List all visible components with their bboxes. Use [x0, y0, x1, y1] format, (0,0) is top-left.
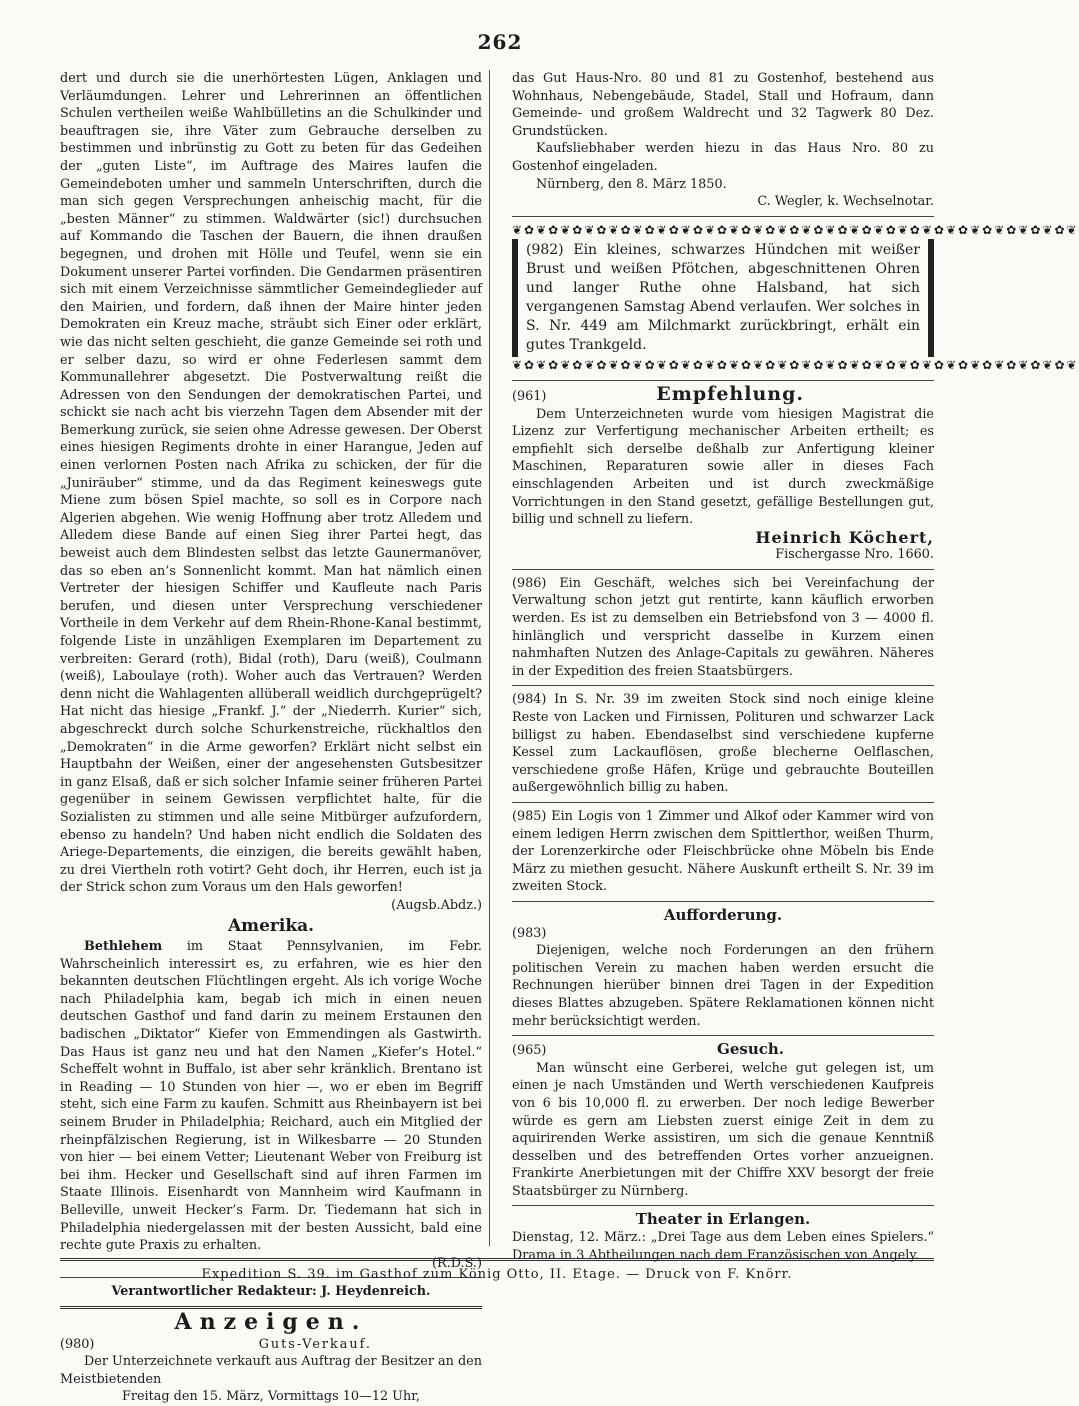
ad-980-invite: Kaufsliebhaber werden hiezu in das Haus Nro. 80 zu Gostenhof eingeladen.	[512, 141, 934, 174]
divider	[512, 1035, 934, 1036]
divider	[512, 685, 934, 686]
ad-982-box	[512, 239, 934, 357]
ad-985-text: (985) Ein Logis von 1 Zimmer und Alkof oder Kammer wird von einem ledigen Herrn zwischen dem Spittlerthor, weißen Thurm, der Lorenzerkirche oder Fleischbrücke ohne Möbeln bis Ende März zu miethen gesucht. Nähere Auskunft ertheilt S. Nr. 39 im zweiten Stock.	[512, 809, 934, 895]
page-number: 262	[477, 30, 523, 54]
left-column	[60, 70, 482, 1406]
ad-986-text: (986) Ein Geschäft, welches sich bei Vereinfachung der Verwaltung schon jetzt gut rentirte, kann käuflich erworben werden. Es ist zu demselben ein Betriebsfond von 3 — 4000 fl. hinlänglich und verspricht dasselbe in Kurzem einen nahmhaften Nutzen des Anlage-Capitals zu gewähren. Näheres in der Expedition des freien Staatsbürgers.	[512, 575, 934, 679]
ad-980-date: Freitag den 15. März, Vormittags 10—12 Uhr,	[121, 1389, 420, 1405]
divider	[512, 802, 934, 803]
divider	[512, 569, 934, 570]
ad-number: (965)	[512, 1043, 547, 1059]
ad-965-header	[512, 1041, 934, 1060]
ad-961-address: Fischergasse Nro. 1660.	[775, 547, 934, 563]
ad-number: (961)	[512, 388, 547, 404]
divider	[512, 216, 934, 217]
ad-983-title: Aufforderung.	[663, 905, 783, 924]
ad-961-header	[512, 382, 934, 406]
right-column	[512, 70, 1079, 1264]
ad-980-header	[60, 1336, 482, 1354]
ad-title: Gesuch.	[717, 1040, 784, 1059]
section-heading-amerika: Amerika.	[227, 915, 315, 936]
source-citation-rds: (R.D.S.)	[432, 1255, 482, 1271]
ad-980-continuation: das Gut Haus-Nro. 80 und 81 zu Gostenhof, bestehend aus Wohnhaus, Nebengebäude, Stadel, Stall und Hofraum, dann Gemeinde- und großem Waldrecht und 32 Tagwerk 80 Dez. Grundstücken.	[512, 71, 934, 139]
ornament-border-top: ❦✿❦✿❦✿❦✿❦✿❦✿❦✿❦✿❦✿❦✿❦✿❦✿❦✿❦✿❦✿❦✿❦✿❦✿❦✿❦✿❦✿❦✿❦✿❦	[512, 222, 1079, 237]
ad-980-signature: C. Wegler, k. Wechselnotar.	[757, 194, 934, 210]
theater-text: Dienstag, 12. März.: „Drei Tage aus dem Leben eines Spielers.“ Drama in 3 Abtheilungen nach dem Französischen von Angely.	[512, 1230, 934, 1263]
ad-980-place: Nürnberg, den 8. März 1850.	[536, 176, 727, 192]
dateline-bethlehem: Bethlehem	[84, 939, 163, 955]
ad-984-text: (984) In S. Nr. 39 im zweiten Stock sind noch einige kleine Reste von Lacken und Firnissen, Polituren und schwarzer Lack billigst zu haben. Ebendaselbst sind verschiedene kupferne Kessel zum Lackauflösen, große blecherne Oelflaschen, verschiedene große Häfen, Krüge und gebrauchte Bouteillen außergewöhnlich billig zu haben.	[512, 692, 934, 796]
editor-line: Verantwortlicher Redakteur: J. Heydenreich.	[111, 1284, 431, 1300]
ad-982-text: (982) Ein kleines, schwarzes Hündchen mit weißer Brust und weißen Pfötchen, abgeschnittenen Ohren und langer Ruthe ohne Halsband, hat sich vergangenen Samstag Abend verlaufen. Wer solches in S. Nr. 449 am Milchmarkt zurückbringt, erhält ein gutes Trankgeld.	[526, 242, 920, 354]
column-divider	[489, 70, 490, 1246]
theater-heading: Theater in Erlangen.	[635, 1210, 811, 1229]
imprint-footer: Expedition S. 39. im Gasthof zum König Otto, II. Etage. — Druck von F. Knörr.	[60, 1258, 934, 1282]
ad-title: Guts-Verkauf.	[258, 1336, 372, 1352]
divider	[512, 380, 934, 381]
ad-961-name: Heinrich Köchert,	[755, 527, 934, 547]
divider	[512, 901, 934, 902]
ad-980-text: Der Unterzeichnete verkauft aus Auftrag der Besitzer an den Meistbietenden	[60, 1354, 482, 1387]
anzeigen-heading: Anzeigen.	[174, 1308, 368, 1335]
divider	[512, 1205, 934, 1206]
ad-number: (980)	[60, 1336, 95, 1352]
ad-965-text: Man wünscht eine Gerberei, welche gut gelegen ist, um einen je nach Umständen und Werth verschiedenen Kaufpreis von 6 bis 10,000 fl. zu erwerben. Der noch ledige Bewerber würde es gern am Liebsten zuerst einige Zeit in dem zu aquirirenden Werke assistiren, um sich die genaue Kenntniß desselben und des betreffenden Ortes vorher anzueignen. Frankirte Anerbietungen mit der Chiffre XXV besorgt der freie Staatsbürger zu Nürnberg.	[512, 1060, 934, 1199]
article-paragraph-2: Bethlehem im Staat Pennsylvanien, im Febr. Wahrscheinlich interessirt es, zu erfahren, wie es hier den bekannten deutschen Flüchtlingen ergeht. Als ich vorige Woche nach Philadelphia kam, begab ich mich in einen neuen deutschen Gasthof und fand darin zu meinem Erstaunen den badischen „Diktator“ Kiefer von Emmendingen als Gastwirth. Das Haus ist ganz neu und hat den Namen „Kiefer’s Hotel.“ Scheffelt wohnt in Buffalo, ist aber sehr kränklich. Brentano ist in Reading — 10 Stunden von hier —, wo er eben im Begriff steht, sich eine Farm zu kaufen. Schmitt aus Rheinbayern ist bei seinem Bruder in Philadelphia; Reichard, auch ein Mitglied der rheinpfälzischen Regierung, ist in Wilkesbarre — 20 Stunden von hier — bei einem Vetter; Lieutenant Weber von Freiburg ist bei ihm. Hecker und Gesellschaft sind auf ihren Farmen im Staate Illinois. Eisenhardt von Mannheim wird Kaufmann in Belleville, unweit Hecker’s Farm. Dr. Tiedemann hat sich in Philadelphia niedergelassen mit der besten Aussicht, bald eine rechte gute Praxis zu erhalten.	[60, 939, 482, 1254]
ad-983-text: Diejenigen, welche noch Forderungen an den frühern politischen Verein zu machen haben werden ersucht die Rechnungen hierüber binnen drei Tagen in der Expedition dieses Blattes abzugeben. Spätere Reklamationen können nicht mehr berücksichtigt werden.	[512, 943, 934, 1029]
ad-983-number: (983)	[512, 925, 547, 941]
article-paragraph-1: dert und durch sie die unerhörtesten Lügen, Anklagen und Verläumdungen. Lehrer und Lehrerinnen an öffentlichen Schulen vertheilen weiße Wahlbülletins an die Schulkinder und beauftragen sie, ihre Väter zum Gebrauche derselben zu bestimmen und inbrünstig zu Gott zu beten für das Gedeihen der „guten Liste“, im Auftrage des Maires laufen die Gemeindeboten umher und sammeln Unterschriften, durch die man sich gegen Versprechungen anheischig macht, für die „besten Männer“ zu stimmen. Waldwärter (sic!) durchsuchen auf Kommando die Taschen der Bauern, die ihnen draußen begegnen, und drohen mit Hölle und Teufel, wenn sie ein Dokument unserer Partei vorfinden. Die Gendarmen präsentiren sich mit einem Verzeichnisse sämmtlicher Gemeindeglieder auf den Mairien, und fordern, daß ihnen der Maire hinter jeden Demokraten ein Kreuz mache, sträubt sich Einer oder erklärt, wie das nicht selten geschieht, die ganze Gemeinde sei roth und er selber dazu, so wird er ohne Federlesen sammt dem Kommunallehrer abgesetzt. Die Postverwaltung reißt die Adressen von den Sendungen der demokratischen Partei, und schickt sie nach acht bis vierzehn Tagen dem Absender mit der Bemerkung zurück, sie seien ohne Adresse gewesen. Der Oberst eines hiesigen Regiments drohte in einer Harangue, Jeden auf einen verlornen Posten nach Afrika zu schicken, der für die „Juniräuber“ stimme, und da das Regiment keineswegs gute Miene zum bösen Spiel machte, so soll es in Corpore nach Algerien abgehen. Wie wenig Hoffnung aber trotz Alledem und Alledem diese Bande auf einen Sieg ihrer Partei hegt, das beweist auch dem Blindesten selbst das letzte Gaunermanöver, das so eben an’s Sonnenlicht kommt. Man hat nämlich einen Vertreter der hiesigen Schiffer und Kaufleute nach Paris berufen, und diesen unter Versprechung verschiedener Vortheile in dem Verkehr auf dem Rhein-Rhone-Kanal bestimmt, folgende Liste in unzähligen Exemplaren im Departement zu verbreiten: Gerard (roth), Bidal (roth), Daru (weiß), Coulmann (weiß), Laboulaye (roth). Woher auch das Vertrauen? Werden denn nicht die Wahlagenten allüberall weidlich durchgeprügelt? Hat nicht das hiesige „Frankf. J.“ der „Niederrh. Kurier“ sich, abgeschreckt durch solche Schurkenstreiche, rückhaltlos den „Demokraten“ in die Arme geworfen? Erklärt nicht selbst ein Hauptbahn der Weißen, einer der angesehensten Gutsbesitzer in ganz Elsaß, daß er sich solcher Infamie seiner früheren Partei gegenüber in seinem Gewissen verpflichtet halte, für die Sozialisten zu stimmen und alle seine Mitbürger aufzufordern, ebenso zu handeln? Und haben nicht endlich die Soldaten des Ariege-Departements, die einzigen, die bereits gewählt haben, zu drei Viertheln roth votirt? Geht doch, ihr Herren, euch ist ja der Strick schon zum Voraus um den Hals geworfen!	[60, 71, 482, 896]
ad-961-text: Dem Unterzeichneten wurde vom hiesigen Magistrat die Lizenz zur Verfertigung mechanischer Arbeiten ertheilt; es empfiehlt sich derselbe deßhalb zur Anfertigung kleiner Maschinen, Reparaturen sowie aller in dieses Fach einschlagenden Arbeiten und ist durch zweckmäßige Vorrichtungen in den Stand gesetzt, gefällige Bestellungen gut, billig und schnell zu liefern.	[512, 406, 934, 528]
ornament-border-bottom: ❦✿❦✿❦✿❦✿❦✿❦✿❦✿❦✿❦✿❦✿❦✿❦✿❦✿❦✿❦✿❦✿❦✿❦✿❦✿❦✿❦✿❦✿❦✿❦	[512, 358, 1079, 373]
ad-title: Empfehlung.	[656, 382, 804, 405]
source-citation-augsb: (Augsb.Abdz.)	[391, 897, 482, 913]
